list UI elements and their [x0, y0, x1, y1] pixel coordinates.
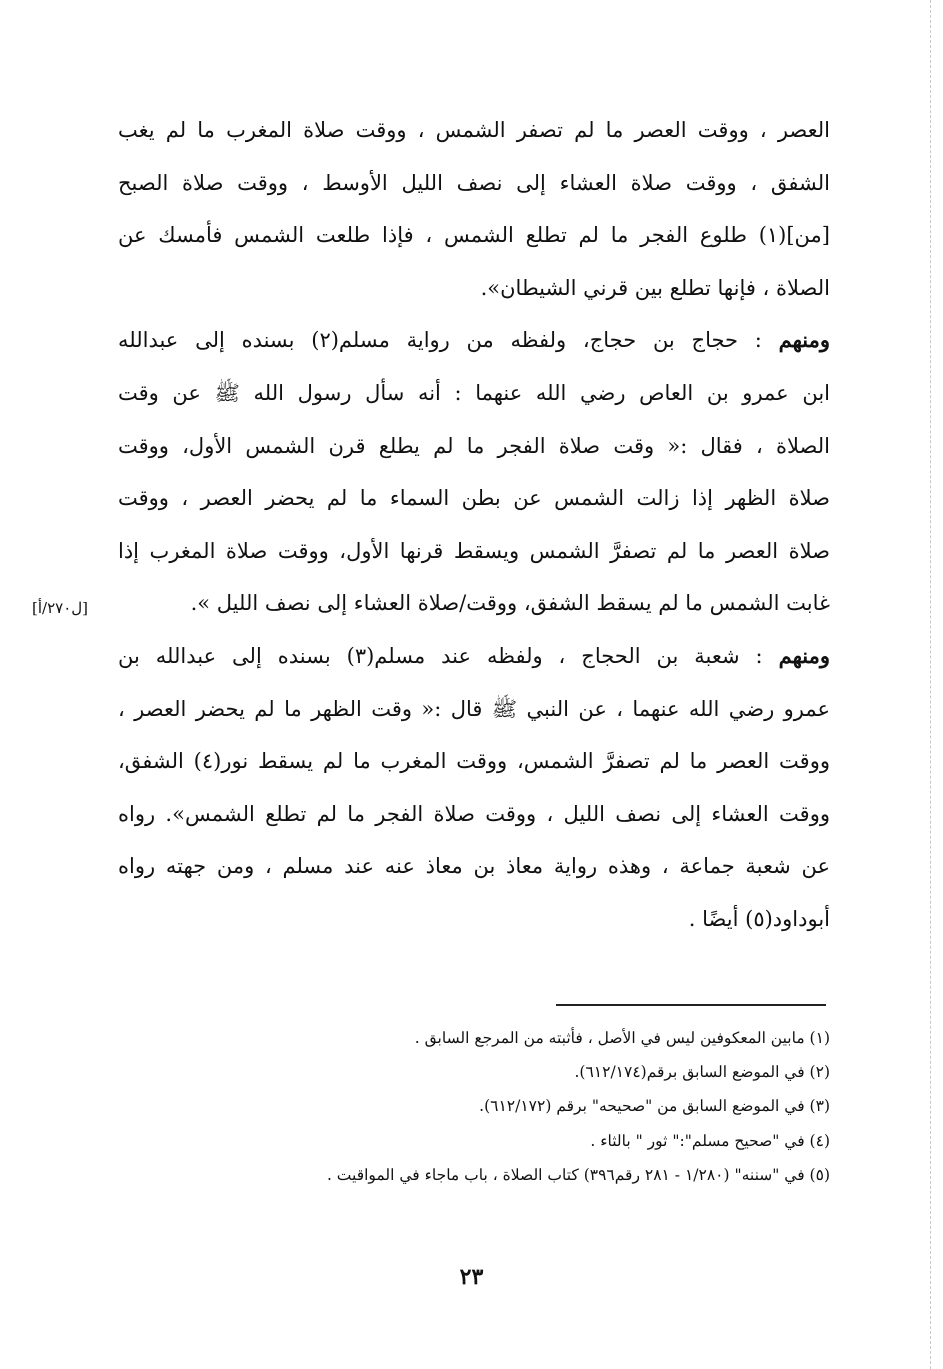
line-text: : حجاج بن حجاج، ولفظه من رواية مسلم(٢) بسنده إلى عبدالله: [118, 328, 762, 353]
line-text: الصلاة ، فإنها تطلع بين قرني الشيطان».: [480, 275, 830, 300]
text-line: [118, 472, 830, 525]
line-text: العصر ، ووقت العصر ما لم تصفر الشمس ، ووقت صلاة المغرب ما لم يغب: [118, 118, 830, 142]
text-line: [118, 525, 830, 578]
paragraph-lead-word: ومنهم: [778, 327, 830, 353]
text-line: [118, 788, 830, 841]
text-line: [118, 630, 830, 683]
footnote: (٥) في "سننه" (١/٢٨٠ - ٢٨١ رقم٣٩٦) كتاب الصلاة ، باب ماجاء في المواقيت .: [326, 1165, 830, 1184]
text-line: [118, 840, 830, 893]
line-text: ووقت العصر ما لم تصفرَّ الشمس، ووقت المغرب ما لم يسقط نور(٤) الشفق،: [118, 749, 830, 774]
line-text: [من](١) طلوع الفجر ما لم تطلع الشمس ، فإذا طلعت الشمس فأمسك عن: [118, 223, 830, 248]
binding-margin-line: [930, 0, 931, 1369]
footnote: (١) مابين المعكوفين ليس في الأصل ، فأثبته من المرجع السابق .: [414, 1029, 830, 1047]
paragraph-lead-word: ومنهم: [778, 642, 830, 668]
footnote: (٣) في الموضع السابق من "صحيحه" برقم (٦١٢/١٧٢).: [479, 1097, 830, 1116]
line-text: الشفق ، ووقت صلاة العشاء إلى نصف الليل الأوسط ، ووقت صلاة الصبح: [118, 170, 830, 195]
text-line: [118, 735, 830, 788]
line-text: ووقت العشاء إلى نصف الليل ، ووقت صلاة الفجر ما لم تطلع الشمس». رواه: [118, 801, 830, 826]
text-line: [118, 683, 830, 736]
line-text: أبوداود(٥) أيضًا .: [688, 906, 830, 931]
line-text: الصلاة ، فقال :« وقت صلاة الفجر ما لم يطلع قرن الشمس الأول، ووقت: [118, 433, 830, 458]
line-text: عمرو رضي الله عنهما ، عن النبي ﷺ قال :« وقت الظهر ما لم يحضر العصر ،: [118, 696, 830, 721]
footnotes: [118, 1021, 830, 1192]
line-text: صلاة العصر ما لم تصفرَّ الشمس ويسقط قرنها الأول، ووقت صلاة المغرب إذا: [118, 538, 830, 563]
text-line: [118, 314, 830, 367]
main-text: [118, 104, 830, 946]
text-line: [118, 367, 830, 420]
text-line: [118, 893, 830, 946]
text-line: [118, 420, 830, 473]
text-line: [118, 577, 830, 630]
text-line: [118, 209, 830, 262]
footnote-separator: [556, 1004, 826, 1006]
line-text: صلاة الظهر إذا زالت الشمس عن بطن السماء ما لم يحضر العصر ، ووقت: [118, 486, 830, 511]
line-text: عن شعبة جماعة ، وهذه رواية معاذ بن معاذ عنه عند مسلم ، ومن جهته رواه: [118, 854, 830, 879]
line-text: ابن عمرو بن العاص رضي الله عنهما : أنه سأل رسول الله ﷺ عن وقت: [118, 380, 830, 405]
text-line: [118, 104, 830, 157]
text-line: [118, 157, 830, 210]
line-text: غابت الشمس ما لم يسقط الشفق، ووقت/صلاة العشاء إلى نصف الليل ».: [190, 591, 830, 616]
page-number: ٢٣: [459, 1264, 484, 1290]
manuscript-folio-note: [ل٢٧٠/أ]: [32, 599, 89, 617]
footnote: (٢) في الموضع السابق برقم(٦١٢/١٧٤).: [574, 1063, 830, 1082]
footnote: (٤) في "صحيح مسلم":" ثور " بالثاء .: [590, 1131, 830, 1150]
line-text: : شعبة بن الحجاج ، ولفظه عند مسلم(٣) بسنده إلى عبدالله بن: [118, 643, 763, 668]
text-line: [118, 262, 830, 315]
